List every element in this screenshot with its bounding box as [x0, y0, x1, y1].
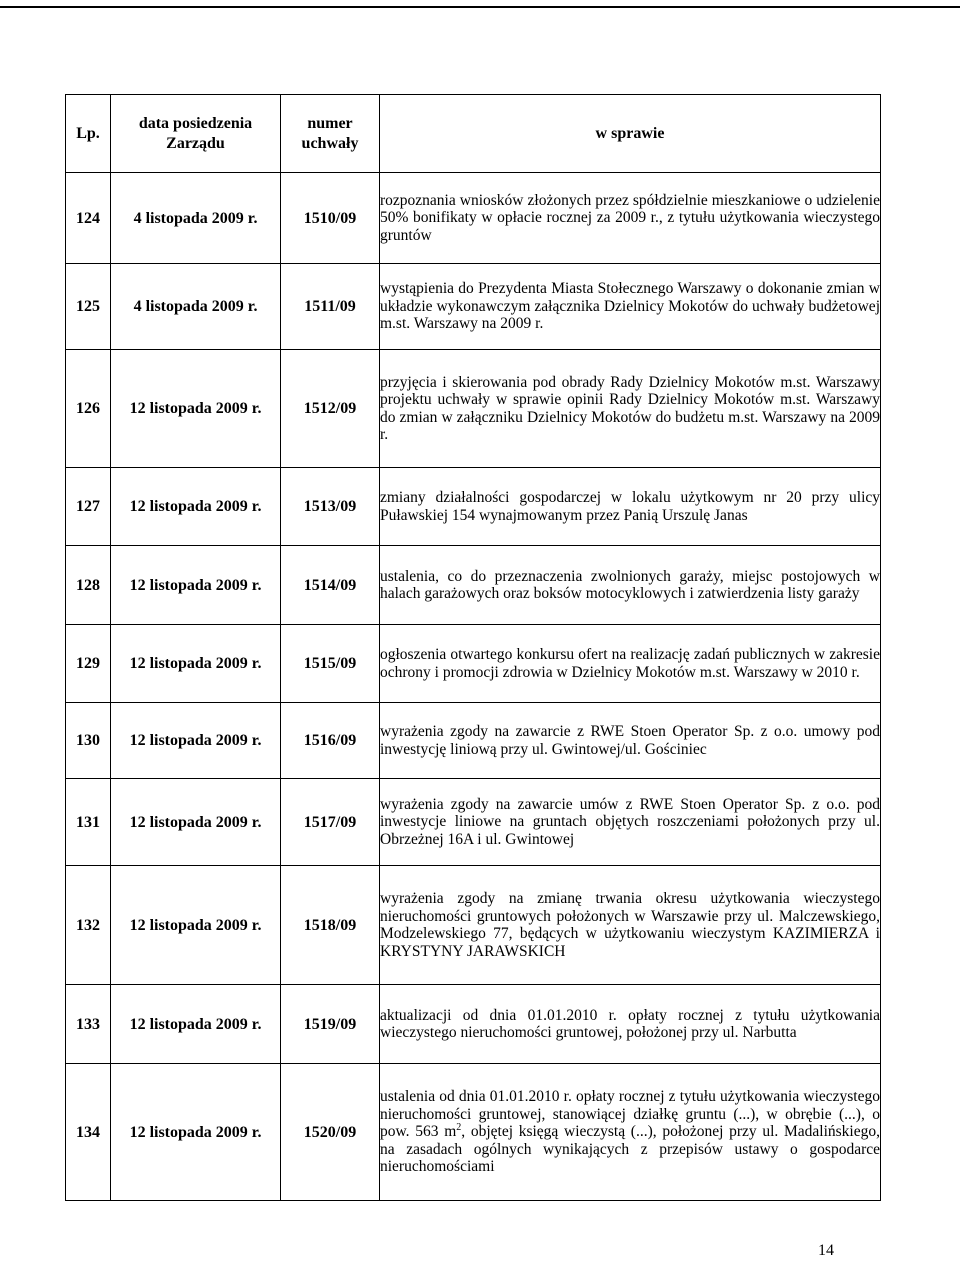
row-number: 1517/09 — [281, 779, 380, 866]
row-subject: wyrażenia zgody na zawarcie umów z RWE Stoen Operator Sp. z o.o. pod inwestycje liniowe na gruntach objętych roszczeniami położonych przy ul. Obrzeżnej 16A i ul. Gwintowej — [380, 779, 881, 866]
table-row — [66, 779, 881, 866]
table-row — [66, 173, 881, 264]
row-number: 1510/09 — [281, 173, 380, 264]
header-subject: w sprawie — [380, 95, 881, 173]
row-lp: 131 — [66, 779, 111, 866]
row-number: 1512/09 — [281, 350, 380, 468]
header-number: numer uchwały — [281, 95, 380, 173]
row-subject: wystąpienia do Prezydenta Miasta Stołecznego Warszawy o dokonanie zmian w układzie wykonawczym załącznika Dzielnicy Mokotów do uchwały budżetowej m.st. Warszawy na 2009 r. — [380, 264, 881, 350]
row-date: 4 listopada 2009 r. — [111, 264, 281, 350]
row-subject: zmiany działalności gospodarczej w lokalu użytkowym nr 20 przy ulicy Puławskiej 154 wynajmowanym przez Panią Urszulę Janas — [380, 468, 881, 546]
table-row — [66, 264, 881, 350]
row-date: 12 listopada 2009 r. — [111, 546, 281, 625]
row-date: 4 listopada 2009 r. — [111, 173, 281, 264]
row-lp: 130 — [66, 703, 111, 779]
row-number: 1515/09 — [281, 625, 380, 703]
top-rule — [0, 6, 960, 8]
row-lp: 126 — [66, 350, 111, 468]
row-number: 1511/09 — [281, 264, 380, 350]
page-number: 14 — [818, 1242, 834, 1259]
row-number: 1514/09 — [281, 546, 380, 625]
row-date: 12 listopada 2009 r. — [111, 350, 281, 468]
table-row — [66, 546, 881, 625]
row-number: 1513/09 — [281, 468, 380, 546]
row-lp: 124 — [66, 173, 111, 264]
row-date: 12 listopada 2009 r. — [111, 779, 281, 866]
header-date: data posiedzenia Zarządu — [111, 95, 281, 173]
row-subject: ogłoszenia otwartego konkursu ofert na realizację zadań publicznych w zakresie ochrony i promocji zdrowia w Dzielnicy Mokotów m.st. Warszawy w 2010 r. — [380, 625, 881, 703]
row-subject-b: , objętej księgą wieczystą (...), położonej przy ul. Madalińskiego, na zasadach ogólnych wynikających z przepisów ustawy o gospodarce nieruchomościami — [380, 1123, 880, 1176]
row-number: 1518/09 — [281, 866, 380, 985]
row-number: 1516/09 — [281, 703, 380, 779]
row-date: 12 listopada 2009 r. — [111, 866, 281, 985]
row-subject: wyrażenia zgody na zawarcie z RWE Stoen Operator Sp. z o.o. umowy pod inwestycję liniową przy ul. Gwintowej/ul. Gościniec — [380, 703, 881, 779]
row-lp: 132 — [66, 866, 111, 985]
header-row — [66, 95, 881, 173]
table-row — [66, 985, 881, 1064]
row-date: 12 listopada 2009 r. — [111, 625, 281, 703]
row-subject: wyrażenia zgody na zmianę trwania okresu użytkowania wieczystego nieruchomości gruntowych położonych w Warszawie przy ul. Malczewskiego, Modzelewskiego 77, będących w użytkowaniu wieczystym KAZIMIERZA i KRYSTYNY JARAWSKICH — [380, 866, 881, 985]
row-lp: 125 — [66, 264, 111, 350]
table-row — [66, 703, 881, 779]
row-date: 12 listopada 2009 r. — [111, 703, 281, 779]
row-subject: aktualizacji od dnia 01.01.2010 r. opłaty rocznej z tytułu użytkowania wieczystego nieruchomości gruntowej, położonej przy ul. Narbutta — [380, 985, 881, 1064]
row-lp: 129 — [66, 625, 111, 703]
row-subject: ustalenia, co do przeznaczenia zwolnionych garaży, miejsc postojowych w halach garażowych oraz boksów motocyklowych i zatwierdzenia listy garaży — [380, 546, 881, 625]
row-lp: 133 — [66, 985, 111, 1064]
table-row — [66, 866, 881, 985]
row-lp: 134 — [66, 1064, 111, 1201]
table-row — [66, 350, 881, 468]
row-subject: przyjęcia i skierowania pod obrady Rady Dzielnicy Mokotów m.st. Warszawy projektu uchwały w sprawie opinii Rady Dzielnicy Mokotów m.st. Warszawy do zmian w załączniku Dzielnicy Mokotów do budżetu m.st. Warszawy na 2009 r. — [380, 350, 881, 468]
row-number: 1519/09 — [281, 985, 380, 1064]
row-subject — [380, 1064, 881, 1201]
row-lp: 127 — [66, 468, 111, 546]
row-number: 1520/09 — [281, 1064, 380, 1201]
row-date: 12 listopada 2009 r. — [111, 468, 281, 546]
table-row — [66, 1064, 881, 1201]
row-lp: 128 — [66, 546, 111, 625]
row-date: 12 listopada 2009 r. — [111, 985, 281, 1064]
header-lp: Lp. — [66, 95, 111, 173]
table-row — [66, 468, 881, 546]
table-row — [66, 625, 881, 703]
row-subject: rozpoznania wniosków złożonych przez spółdzielnie mieszkaniowe o udzielenie 50% bonifikaty w opłacie rocznej za 2009 r., z tytułu użytkowania wieczystego gruntów — [380, 173, 881, 264]
resolutions-table — [65, 94, 881, 1201]
superscript-two: 2 — [456, 1122, 462, 1134]
row-date: 12 listopada 2009 r. — [111, 1064, 281, 1201]
row-subject-a: ustalenia od dnia 01.01.2010 r. opłaty rocznej z tytułu użytkowania wieczystego nieruchomości gruntowej, stanowiącej działkę gruntu (...), w obrębie (...), o pow. 563 m — [380, 1088, 880, 1141]
